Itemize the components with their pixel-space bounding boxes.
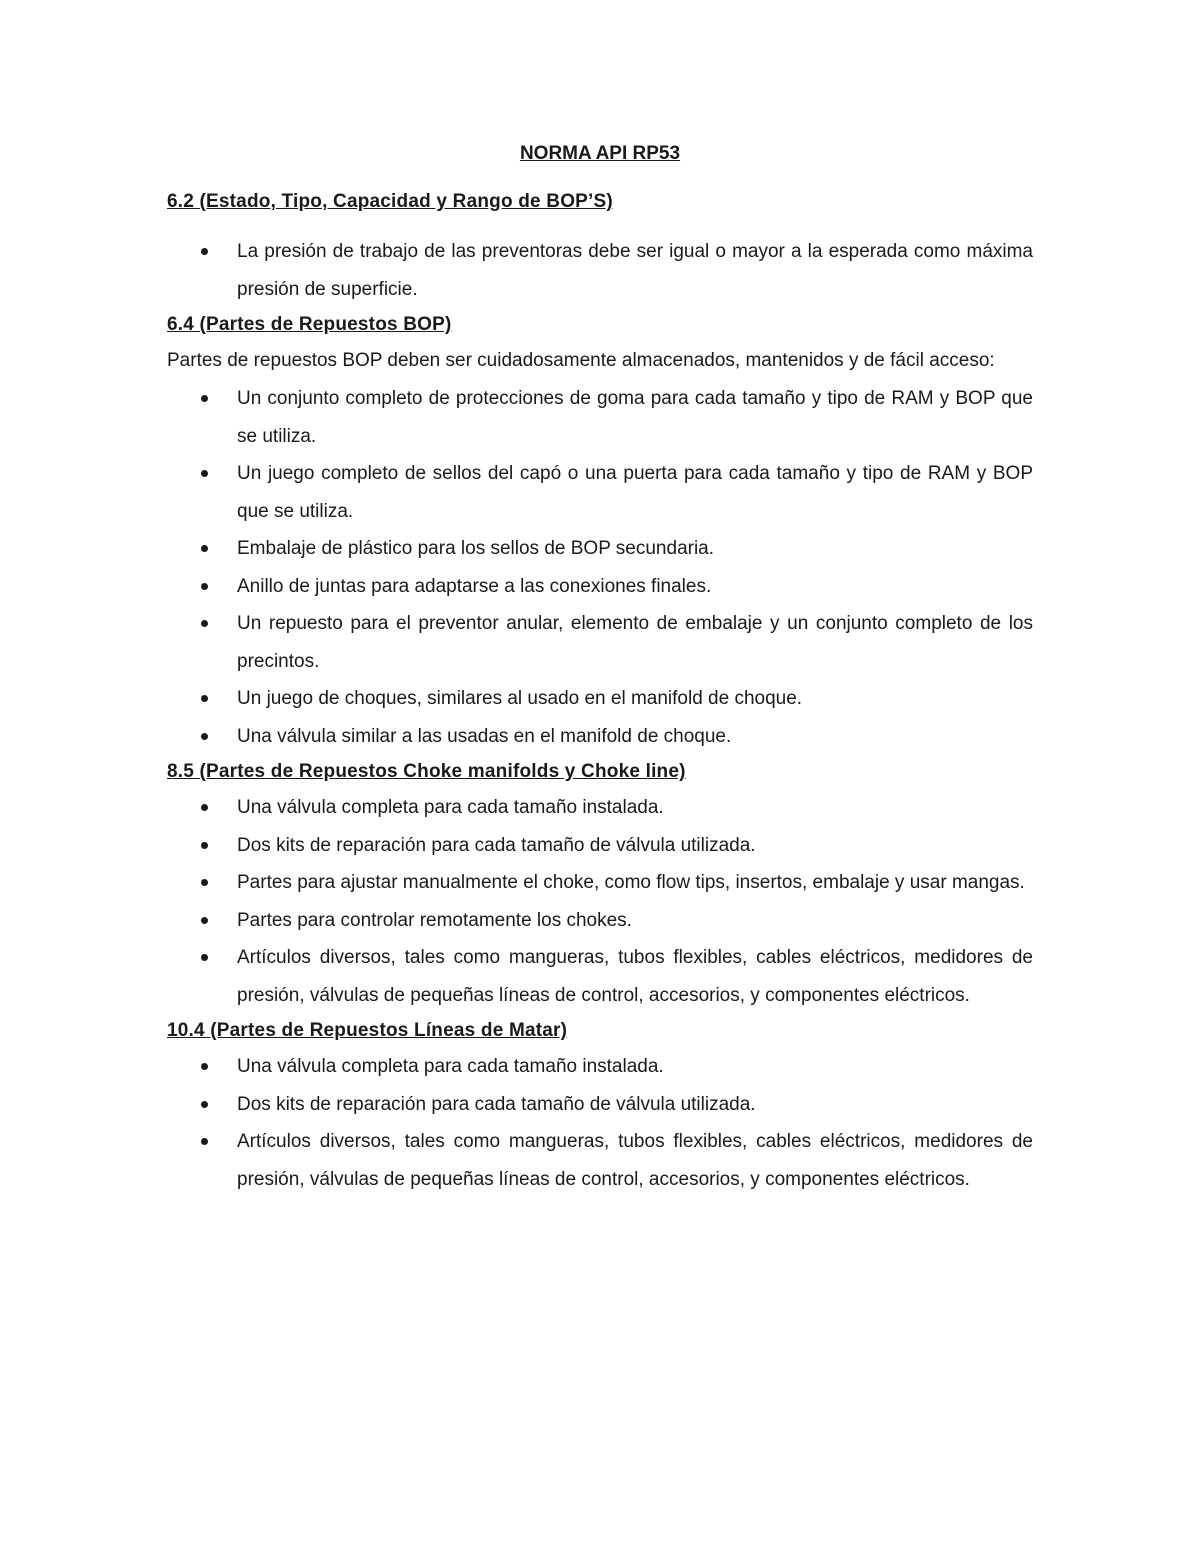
bullet-icon xyxy=(201,395,208,402)
list-item xyxy=(167,789,1033,827)
bullet-icon xyxy=(201,1063,208,1070)
list-item-text: Artículos diversos, tales como mangueras, tubos flexibles, cables eléctricos, medidores de presión, válvulas de pequeñas líneas de control, accesorios, y componentes eléctricos. xyxy=(237,1131,1033,1190)
list-item xyxy=(167,680,1033,718)
list-item xyxy=(167,605,1033,680)
section-heading-8-5: 8.5 (Partes de Repuestos Choke manifolds y Choke line) xyxy=(167,761,686,782)
list-item-text: Un conjunto completo de protecciones de goma para cada tamaño y tipo de RAM y BOP que se utiliza. xyxy=(237,388,1033,447)
section-8-5-list xyxy=(167,789,1033,1014)
list-item-text: La presión de trabajo de las preventoras debe ser igual o mayor a la esperada como máxima presión de superficie. xyxy=(237,241,1033,300)
section-6-4-list xyxy=(167,380,1033,755)
document-title: NORMA API RP53 xyxy=(519,143,681,164)
list-item xyxy=(167,718,1033,756)
list-item xyxy=(167,1048,1033,1086)
list-item-text: Anillo de juntas para adaptarse a las conexiones finales. xyxy=(237,575,712,597)
list-item-text: Una válvula similar a las usadas en el manifold de choque. xyxy=(237,725,732,747)
section-heading-6-4: 6.4 (Partes de Repuestos BOP) xyxy=(167,314,452,335)
list-item-text: Artículos diversos, tales como mangueras, tubos flexibles, cables eléctricos, medidores de presión, válvulas de pequeñas líneas de control, accesorios, y componentes eléctricos. xyxy=(237,947,1033,1006)
list-item xyxy=(167,530,1033,568)
list-item xyxy=(167,827,1033,865)
list-item xyxy=(167,233,1033,308)
bullet-icon xyxy=(201,879,208,886)
bullet-icon xyxy=(201,545,208,552)
list-item-text: Una válvula completa para cada tamaño instalada. xyxy=(237,797,664,818)
list-item xyxy=(167,380,1033,455)
list-item xyxy=(167,1086,1033,1124)
bullet-icon xyxy=(201,917,208,924)
bullet-icon xyxy=(201,842,208,849)
bullet-icon xyxy=(201,954,208,961)
list-item-text: Una válvula completa para cada tamaño instalada. xyxy=(237,1056,664,1077)
bullet-icon xyxy=(201,695,208,702)
section-6-4-intro: Partes de repuestos BOP deben ser cuidadosamente almacenados, mantenidos y de fácil acceso: xyxy=(167,350,995,371)
bullet-icon xyxy=(201,583,208,590)
section-heading-6-2: 6.2 (Estado, Tipo, Capacidad y Rango de BOP’S) xyxy=(167,191,613,212)
list-item xyxy=(167,864,1033,902)
bullet-icon xyxy=(201,733,208,740)
section-10-4-list xyxy=(167,1048,1033,1198)
list-item-text: Partes para controlar remotamente los chokes. xyxy=(237,909,632,931)
document-page xyxy=(167,139,1033,1198)
list-item xyxy=(167,1123,1033,1198)
list-item-text: Un juego completo de sellos del capó o una puerta para cada tamaño y tipo de RAM y BOP que se utiliza. xyxy=(237,463,1033,522)
list-item xyxy=(167,455,1033,530)
list-item-text: Embalaje de plástico para los sellos de BOP secundaria. xyxy=(237,538,715,559)
bullet-icon xyxy=(201,620,208,627)
section-6-2-list xyxy=(167,233,1033,308)
list-item xyxy=(167,568,1033,606)
bullet-icon xyxy=(201,248,208,255)
bullet-icon xyxy=(201,1138,208,1145)
list-item-text: Dos kits de reparación para cada tamaño de válvula utilizada. xyxy=(237,834,756,856)
list-item-text: Un juego de choques, similares al usado en el manifold de choque. xyxy=(237,688,803,709)
list-item xyxy=(167,939,1033,1014)
bullet-icon xyxy=(201,804,208,811)
bullet-icon xyxy=(201,470,208,477)
list-item-text: Partes para ajustar manualmente el choke, como flow tips, insertos, embalaje y usar mangas. xyxy=(237,872,1025,893)
list-item xyxy=(167,902,1033,940)
list-item-text: Un repuesto para el preventor anular, elemento de embalaje y un conjunto completo de los precintos. xyxy=(237,613,1033,672)
bullet-icon xyxy=(201,1101,208,1108)
list-item-text: Dos kits de reparación para cada tamaño de válvula utilizada. xyxy=(237,1093,756,1115)
section-heading-10-4: 10.4 (Partes de Repuestos Líneas de Matar) xyxy=(167,1020,568,1041)
